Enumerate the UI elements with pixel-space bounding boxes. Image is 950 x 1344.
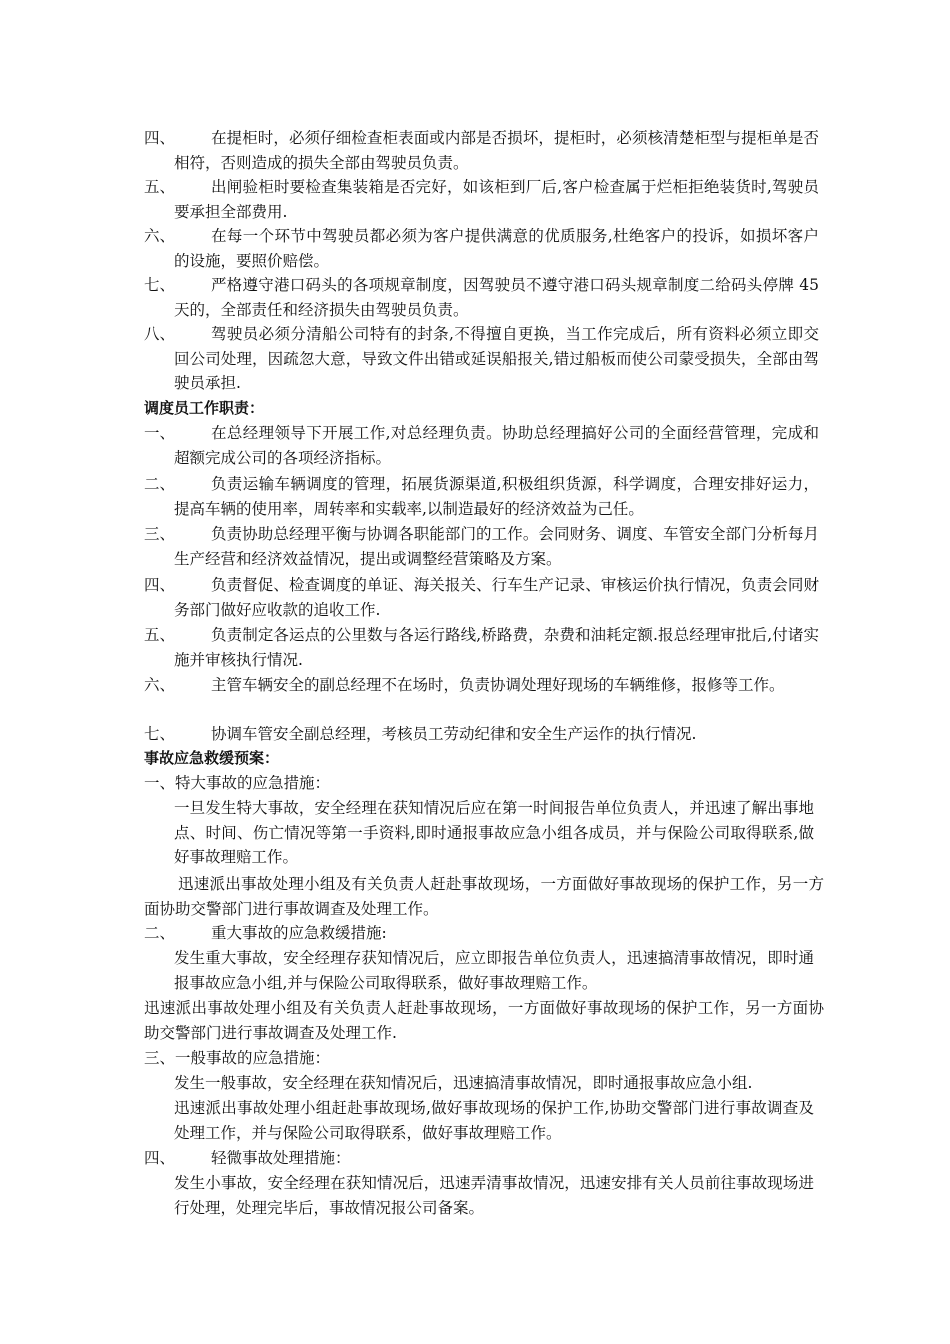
item-text: 在每一个环节中驾驶员都必须为客户提供满意的优质服务,杜绝客户的投诉，如损坏客户的设施，要照价赔偿。 xyxy=(174,227,819,270)
emergency-section-1-title: 一、特大事故的应急措施： xyxy=(144,774,331,792)
item-text: 负责运输车辆调度的管理，拓展货源渠道,积极组织货源，科学调度，合理安排好运力，提高车辆的使用率，周转率和实载率,以制造最好的经济效益为己任。 xyxy=(174,475,819,518)
driver-item-4 xyxy=(144,126,819,175)
item-number: 一、 xyxy=(144,424,176,442)
emergency-section-4-title: 轻微事故处理措施： xyxy=(211,1149,351,1167)
item-number: 三、 xyxy=(144,525,176,543)
dispatcher-item-6 xyxy=(144,673,819,698)
dispatcher-item-5 xyxy=(144,623,819,672)
item-text: 严格遵守港口码头的各项规章制度，因驾驶员不遵守港口码头规章制度二给码头停牌 45 天的，全部责任和经济损失由驾驶员负责。 xyxy=(174,276,819,319)
emergency-section-4-paragraph: 发生小事故，安全经理在获知情况后，迅速弄清事故情况，迅速安排有关人员前往事故现场进行处理，处理完毕后，事故情况报公司备案。 xyxy=(174,1174,814,1217)
driver-item-8 xyxy=(144,322,819,396)
emergency-section-2-title: 重大事故的应急救缓措施: xyxy=(211,924,387,942)
item-number: 四、 xyxy=(144,129,176,147)
driver-item-6 xyxy=(144,224,819,273)
dispatcher-item-3 xyxy=(144,522,819,571)
dispatcher-item-1 xyxy=(144,421,819,470)
item-number: 五、 xyxy=(144,178,176,196)
emergency-section-3-paragraph: 迅速派出事故处理小组赶赴事故现场,做好事故现场的保护工作,协助交警部门进行事故调查及处理工作，并与保险公司取得联系，做好事故理赔工作。 xyxy=(174,1099,814,1142)
dispatcher-heading: 调度员工作职责： xyxy=(144,399,265,417)
item-number: 七、 xyxy=(144,276,176,294)
item-number: 六、 xyxy=(144,676,176,694)
item-text: 负责协助总经理平衡与协调各职能部门的工作。会同财务、调度、车管安全部门分析每月生产经营和经济效益情况，提出或调整经营策略及方案。 xyxy=(174,525,819,568)
item-number: 五、 xyxy=(144,626,176,644)
item-text: 出闸验柜时要检查集装箱是否完好，如该柜到厂后,客户检查属于烂柜拒绝装货时,驾驶员要承担全部费用. xyxy=(174,178,819,221)
emergency-section-3-title: 三、一般事故的应急措施： xyxy=(144,1049,331,1067)
emergency-section-2-paragraph: 发生重大事故，安全经理存获知情况后，应立即报告单位负责人，迅速搞清事故情况，即时通报事故应急小组,并与保险公司取得联系，做好事故理赔工作。 xyxy=(174,949,814,992)
dispatcher-item-7 xyxy=(144,722,819,747)
emergency-section-2-number: 二、 xyxy=(144,924,176,942)
item-text: 负责制定各运点的公里数与各运行路线,桥路费，杂费和油耗定额.报总经理审批后,付诸实施并审核执行情况. xyxy=(174,626,819,669)
item-text: 驾驶员必须分清船公司特有的封条,不得擅自更换，当工作完成后，所有资料必须立即交回公司处理，因疏忽大意，导致文件出错或延误船报关,错过船板而使公司蒙受损失，全部由驾驶员承担. xyxy=(174,325,819,392)
item-text: 在提柜时，必须仔细检查柜表面或内部是否损坏，提柜时，必须核清楚柜型与提柜单是否相符，否则造成的损失全部由驾驶员负责。 xyxy=(174,129,819,172)
emergency-section-4-number: 四、 xyxy=(144,1149,176,1167)
driver-item-7 xyxy=(144,273,819,322)
dispatcher-item-2 xyxy=(144,472,819,521)
item-number: 七、 xyxy=(144,725,176,743)
driver-item-5 xyxy=(144,175,819,224)
item-number: 二、 xyxy=(144,475,176,493)
item-text: 在总经理领导下开展工作,对总经理负责。协助总经理搞好公司的全面经营管理，完成和超额完成公司的各项经济指标。 xyxy=(174,424,819,467)
emergency-section-3-paragraph: 发生一般事故，安全经理在获知情况后，迅速搞清事故情况，即时通报事故应急小组. xyxy=(174,1074,753,1092)
item-number: 四、 xyxy=(144,576,176,594)
emergency-section-1-paragraph: 迅速派出事故处理小组及有关负责人赶赴事故现场，一方面做好事故现场的保护工作，另一方面协助交警部门进行事故调查及处理工作。 xyxy=(144,875,824,918)
item-number: 六、 xyxy=(144,227,176,245)
emergency-section-2-paragraph: 迅速派出事故处理小组及有关负责人赶赴事故现场，一方面做好事故现场的保护工作，另一方面协助交警部门进行事故调查及处理工作. xyxy=(144,999,824,1042)
item-text: 协调车管安全副总经理，考核员工劳动纪律和安全生产运作的执行情况. xyxy=(211,725,697,743)
emergency-heading: 事故应急救缓预案： xyxy=(144,749,280,767)
item-text: 主管车辆安全的副总经理不在场时，负责协调处理好现场的车辆维修，报修等工作。 xyxy=(211,676,785,694)
emergency-section-1-paragraph: 一旦发生特大事故，安全经理在获知情况后应在第一时间报告单位负责人，并迅速了解出事地点、时间、伤亡情况等第一手资料,即时通报事故应急小组各成员，并与保险公司取得联系,做好事故理赔工作。 xyxy=(174,799,814,866)
item-number: 八、 xyxy=(144,325,176,343)
item-text: 负责督促、检查调度的单证、海关报关、行车生产记录、审核运价执行情况，负责会同财务部门做好应收款的追收工作. xyxy=(174,576,819,619)
dispatcher-item-4 xyxy=(144,573,819,622)
